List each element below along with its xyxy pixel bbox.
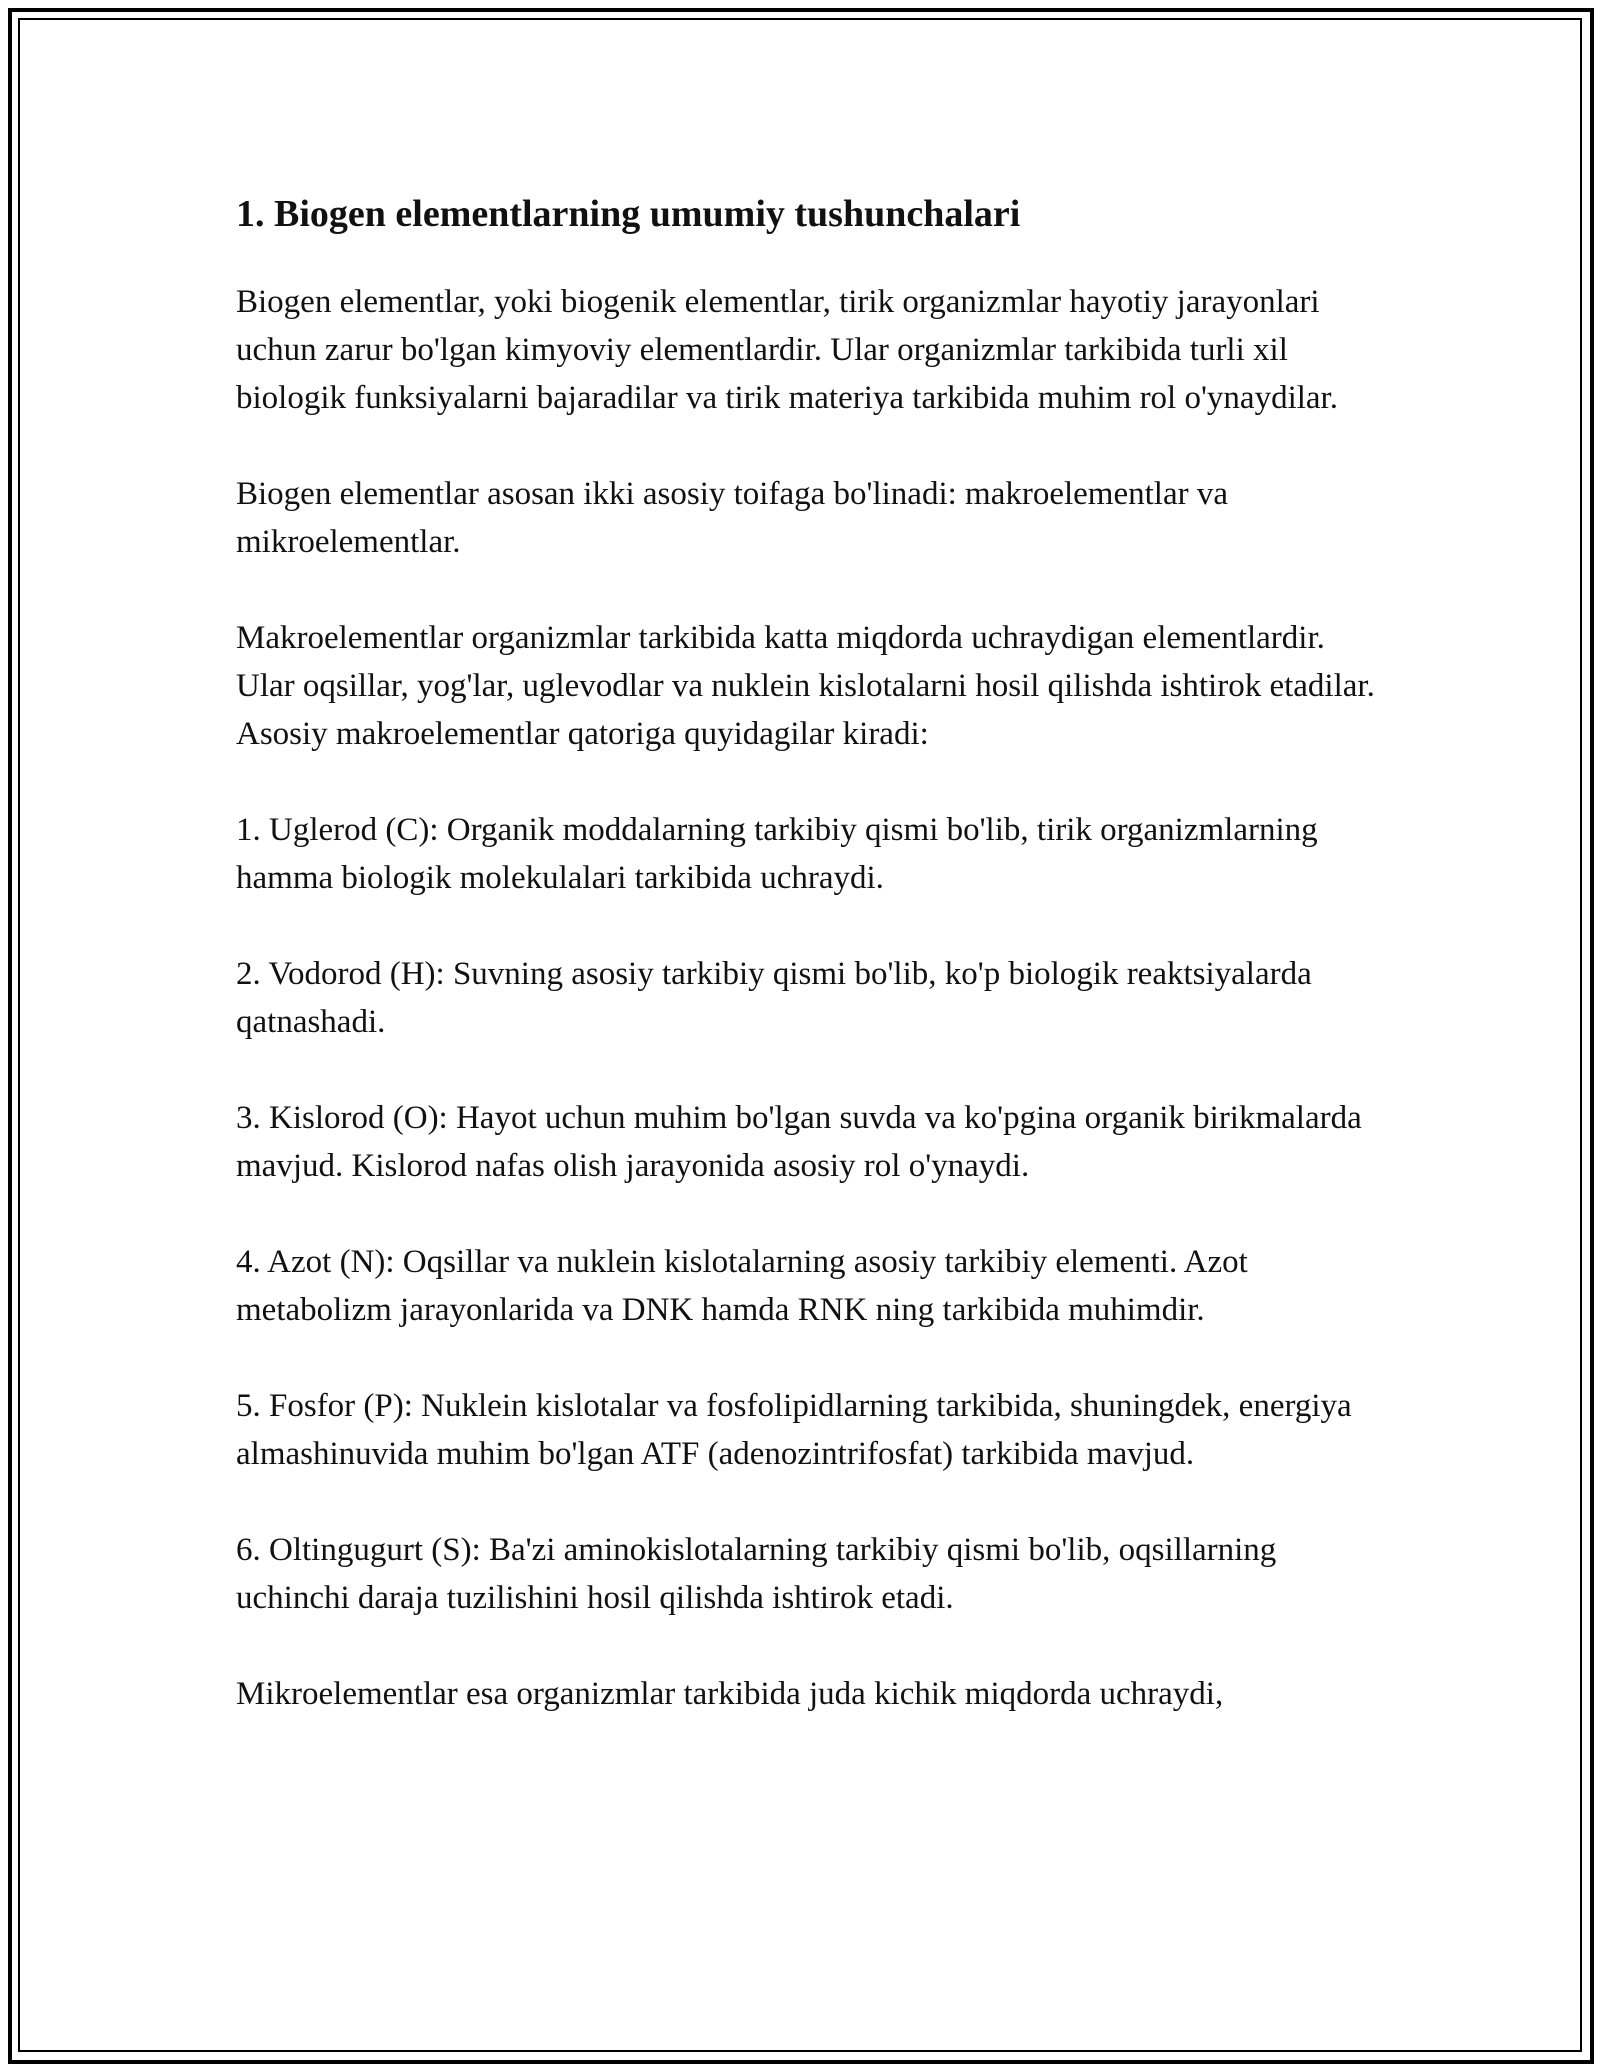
list-item-hydrogen: 2. Vodorod (H): Suvning asosiy tarkibiy qismi bo'lib, ko'p biologik reaktsiyalarda qatnashadi. bbox=[236, 956, 1312, 1040]
list-item-phosphorus: 5. Fosfor (P): Nuklein kislotalar va fosfolipidlarning tarkibida, shuningdek, energiya almashinuvida muhim bo'lgan ATF (adenozintrifosfat) tarkibida mavjud. bbox=[236, 1388, 1352, 1472]
document-body bbox=[236, 188, 1386, 1766]
intro-paragraph: Biogen elementlar, yoki biogenik elementlar, tirik organizmlar hayotiy jarayonlari uchun zarur bo'lgan kimyoviy elementlardir. Ular organizmlar tarkibida turli xil biologik funksiyalarni bajaradilar va tirik materiya tarkibida muhim rol o'ynaydilar. bbox=[236, 284, 1338, 416]
categories-paragraph: Biogen elementlar asosan ikki asosiy toifaga bo'linadi: makroelementlar va mikroelementlar. bbox=[236, 476, 1228, 560]
microelements-paragraph: Mikroelementlar esa organizmlar tarkibida juda kichik miqdorda uchraydi, bbox=[236, 1676, 1224, 1712]
list-item-nitrogen: 4. Azot (N): Oqsillar va nuklein kislotalarning asosiy tarkibiy elementi. Azot metabolizm jarayonlarida va DNK hamda RNK ning tarkibida muhimdir. bbox=[236, 1244, 1248, 1328]
list-item-sulfur: 6. Oltingugurt (S): Ba'zi aminokislotalarning tarkibiy qismi bo'lib, oqsillarning uchinchi daraja tuzilishini hosil qilishda ishtirok etadi. bbox=[236, 1532, 1277, 1616]
list-item-oxygen: 3. Kislorod (O): Hayot uchun muhim bo'lgan suvda va ko'pgina organik birikmalarda mavjud. Kislorod nafas olish jarayonida asosiy rol o'ynaydi. bbox=[236, 1100, 1362, 1184]
section-title: 1. Biogen elementlarning umumiy tushunchalari bbox=[236, 193, 1021, 235]
macroelements-paragraph: Makroelementlar organizmlar tarkibida katta miqdorda uchraydigan elementlardir. Ular oqsillar, yog'lar, uglevodlar va nuklein kislotalarni hosil qilishda ishtirok etadilar. Asosiy makroelementlar qatoriga quyidagilar kiradi: bbox=[236, 620, 1375, 752]
list-item-carbon: 1. Uglerod (C): Organik moddalarning tarkibiy qismi bo'lib, tirik organizmlarning hamma biologik molekulalari tarkibida uchraydi. bbox=[236, 812, 1318, 896]
